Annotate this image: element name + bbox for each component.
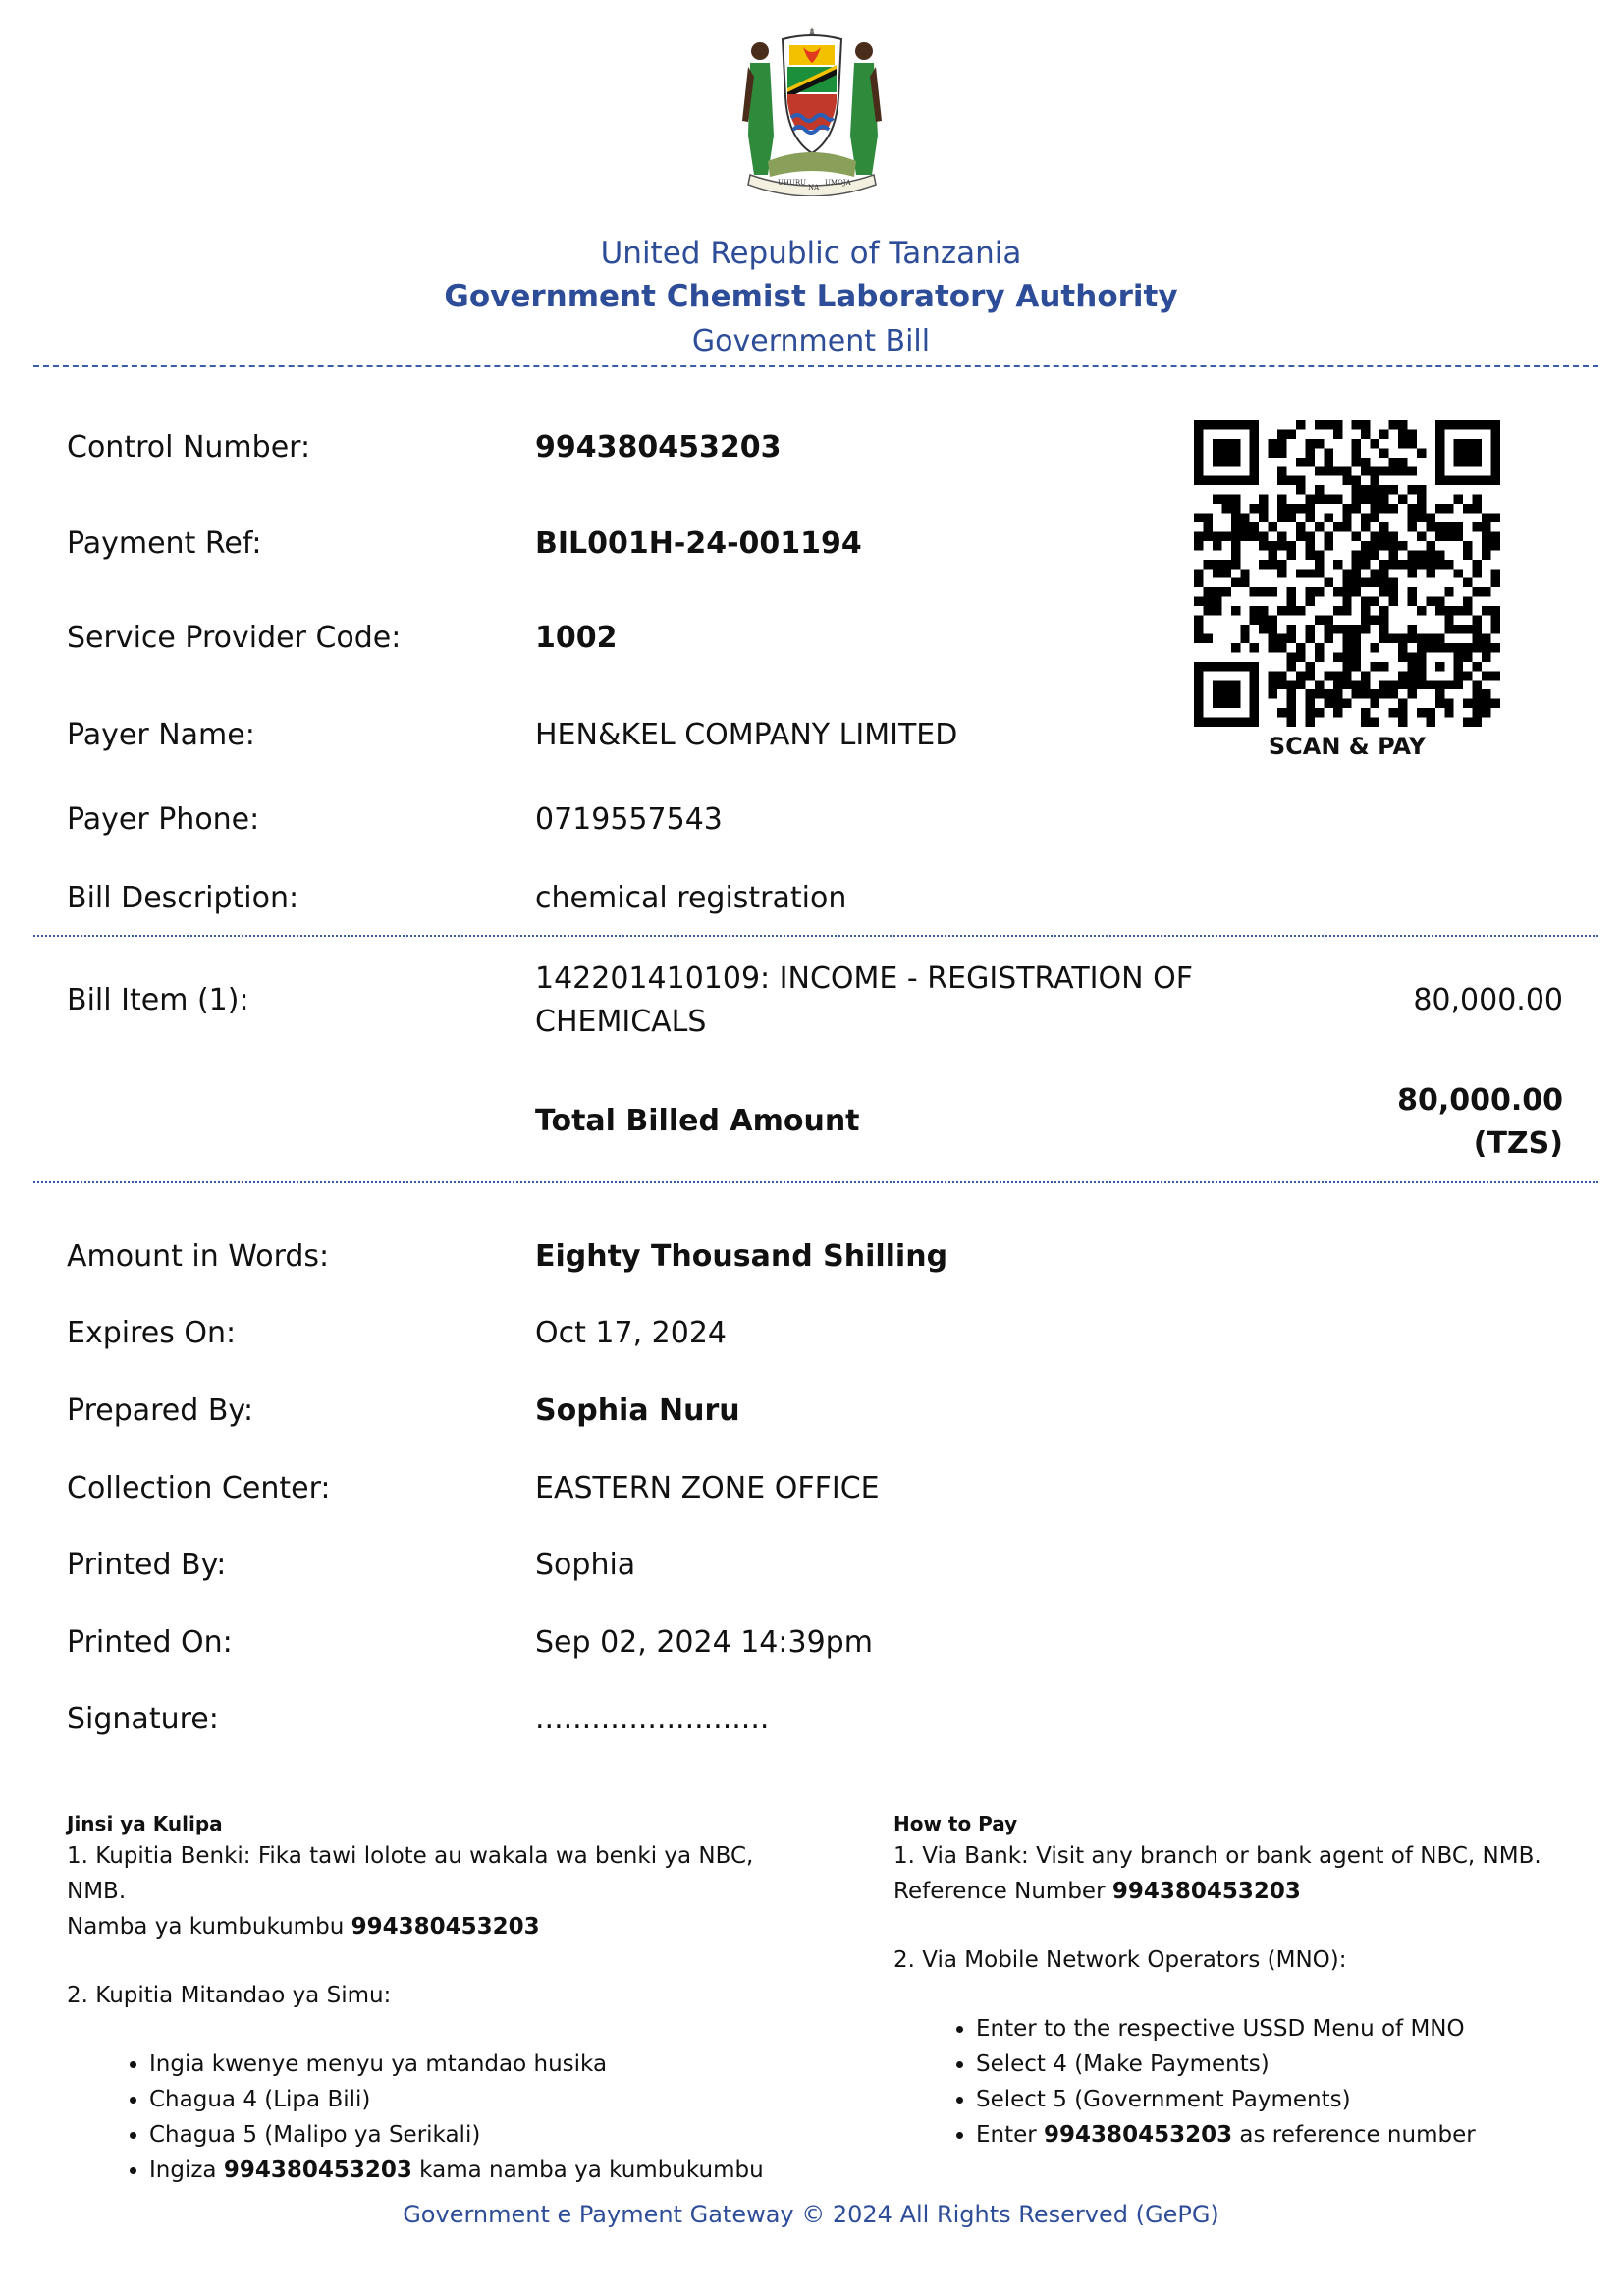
coat-of-arms-icon: [738, 27, 886, 196]
list-item: • Select 4 (Make Payments): [976, 2047, 1622, 2082]
howto-en-steps: [893, 2011, 1622, 2153]
description-value: chemical registration: [535, 881, 847, 915]
total-billed-label: Total Billed Amount: [535, 1104, 860, 1138]
bill-item-amount: 80,000.00: [1413, 983, 1563, 1017]
motto-mid: NA: [808, 184, 820, 191]
howto-sw-title: Jinsi ya Kulipa: [67, 1812, 223, 1835]
control-number-value: 994380453203: [535, 430, 782, 465]
header-doc-type: Government Bill: [691, 324, 931, 358]
payer-name-value: HEN&KEL COMPANY LIMITED: [535, 718, 958, 752]
items-divider-bottom: [33, 1181, 1598, 1183]
list-item: [149, 2153, 813, 2188]
qr-code-icon[interactable]: [1194, 420, 1500, 727]
items-divider-top: [33, 935, 1598, 937]
howto-en-ref-number: 994380453203: [1111, 1879, 1301, 1904]
howto-en-mno-title: 2. Via Mobile Network Operators (MNO):: [893, 1947, 1347, 1973]
sp-code-label: Service Provider Code:: [67, 621, 402, 655]
step4-prefix: Enter: [976, 2122, 1045, 2148]
amount-words-value: Eighty Thousand Shilling: [535, 1239, 948, 1274]
expires-value: Oct 17, 2024: [535, 1316, 727, 1350]
scan-pay-caption: SCAN & PAY: [1268, 733, 1427, 760]
howto-en-ref: [893, 1874, 1622, 1909]
step4-prefix: Ingiza: [149, 2158, 224, 2183]
prepared-by-label: Prepared By:: [67, 1394, 254, 1428]
step4-suffix: kama namba ya kumbukumbu: [411, 2158, 764, 2183]
payment-ref-label: Payment Ref:: [67, 526, 262, 561]
signature-label: Signature:: [67, 1702, 219, 1736]
howto-sw-ref: [67, 1909, 813, 1944]
amount-words-label: Amount in Words:: [67, 1239, 330, 1274]
printed-on-value: Sep 02, 2024 14:39pm: [535, 1625, 873, 1660]
printed-by-value: Sophia: [535, 1548, 636, 1582]
step4-number: 994380453203: [1044, 2122, 1233, 2148]
step4-number: 994380453203: [223, 2158, 412, 2183]
printed-on-label: Printed On:: [67, 1625, 233, 1660]
motto-right: UMOJA: [825, 179, 851, 187]
header-divider: [33, 365, 1598, 367]
list-item: • Chagua 5 (Malipo ya Serikali): [149, 2117, 813, 2153]
step4-suffix: as reference number: [1232, 2122, 1476, 2148]
howto-sw-mno-title: 2. Kupitia Mitandao ya Simu:: [67, 1983, 392, 2008]
howto-en-title: How to Pay: [893, 1812, 1018, 1835]
control-number-label: Control Number:: [67, 430, 311, 465]
total-billed-amount: 80,000.00: [1397, 1083, 1563, 1118]
howto-swahili: [67, 1809, 813, 2188]
payer-name-label: Payer Name:: [67, 718, 255, 752]
signature-line: .........................: [535, 1702, 770, 1736]
payment-ref-value: BIL001H-24-001194: [535, 526, 862, 561]
howto-en-ref-prefix: Reference Number: [893, 1879, 1112, 1904]
collection-center-label: Collection Center:: [67, 1471, 331, 1505]
sp-code-value: 1002: [535, 621, 618, 655]
list-item: • Select 5 (Government Payments): [976, 2082, 1622, 2117]
howto-sw-ref-number: 994380453203: [351, 1914, 540, 1940]
payer-phone-value: 0719557543: [535, 802, 723, 837]
prepared-by-value: Sophia Nuru: [535, 1394, 740, 1428]
bill-item-line1: 142201410109: INCOME - REGISTRATION OF: [535, 961, 1193, 996]
footer-copyright: Government e Payment Gateway © 2024 All Rights Reserved (GePG): [403, 2201, 1219, 2228]
howto-sw-steps: [67, 2047, 813, 2188]
payer-phone-label: Payer Phone:: [67, 802, 260, 837]
collection-center-value: EASTERN ZONE OFFICE: [535, 1471, 880, 1505]
expires-label: Expires On:: [67, 1316, 237, 1350]
list-item: • Enter to the respective USSD Menu of MNO: [976, 2011, 1622, 2047]
header-authority: Government Chemist Laboratory Authority: [444, 279, 1178, 314]
howto-sw-ref-prefix: Namba ya kumbukumbu: [67, 1914, 351, 1940]
bill-item-line2: CHEMICALS: [535, 1005, 707, 1039]
howto-en-bank: 1. Via Bank: Visit any branch or bank agent of NBC, NMB.: [893, 1843, 1541, 1869]
howto-sw-bank: 1. Kupitia Benki: Fika tawi lolote au wakala wa benki ya NBC, NMB.: [67, 1843, 754, 1904]
description-label: Bill Description:: [67, 881, 299, 915]
list-item: [976, 2117, 1622, 2153]
bill-item-label: Bill Item (1):: [67, 983, 249, 1017]
total-billed-currency: (TZS): [1473, 1126, 1563, 1161]
motto-left: UHURU: [778, 179, 807, 187]
header-country: United Republic of Tanzania: [600, 236, 1022, 271]
howto-english: [893, 1809, 1622, 2153]
printed-by-label: Printed By:: [67, 1548, 227, 1582]
list-item: • Ingia kwenye menyu ya mtandao husika: [149, 2047, 813, 2082]
list-item: • Chagua 4 (Lipa Bili): [149, 2082, 813, 2117]
